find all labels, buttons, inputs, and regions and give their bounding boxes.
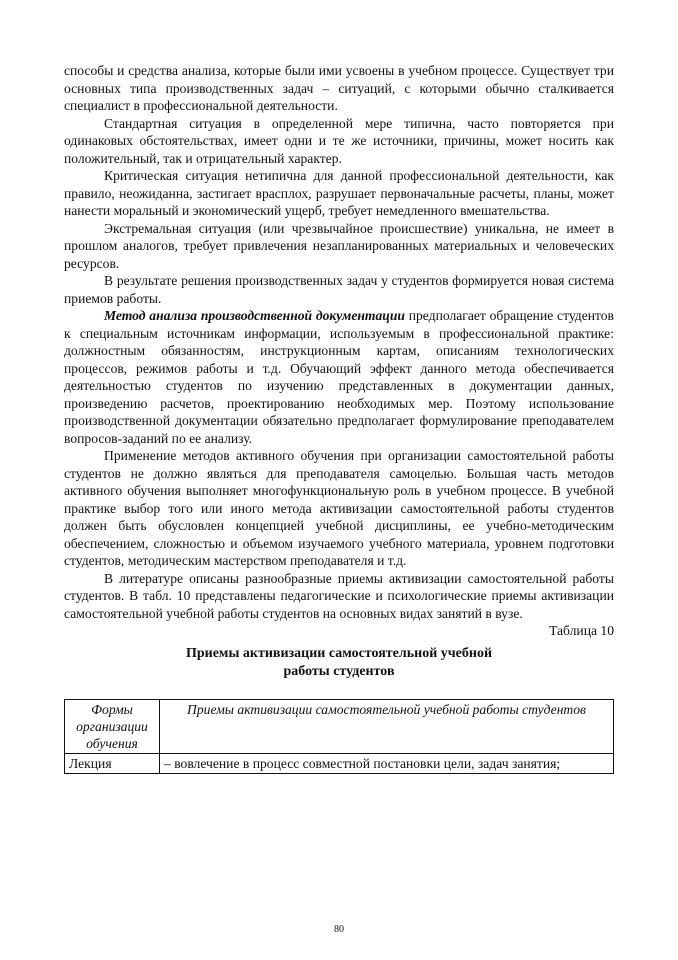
method-name-emphasis: Метод анализа производственной документации <box>104 308 405 323</box>
document-page <box>64 62 614 774</box>
page-number: 80 <box>334 924 344 935</box>
paragraph <box>64 115 614 168</box>
table-body <box>65 753 614 773</box>
paragraph-text: Экстремальная ситуация (или чрезвычайное происшествие) уникальна, не имеет в прошлом аналогов, требует привлечения незапланированных материальных и человеческих ресурсов. <box>64 220 614 271</box>
paragraph-text: Стандартная ситуация в определенной мере типична, часто повторяется при одинаковых обстоятельствах, имеет одни и те же источники, причины, может носить как положительный, так и отрицательный характер. <box>64 115 614 166</box>
paragraph <box>64 447 614 570</box>
paragraph <box>64 62 614 115</box>
paragraph-text: В результате решения производственных задач у студентов формируется новая система приемов работы. <box>64 273 614 306</box>
paragraph <box>64 167 614 220</box>
paragraph-text: Критическая ситуация нетипична для данной профессиональной деятельности, как правило, неожиданна, застигает врасплох, разрушает первоначальные расчеты, планы, может нанести моральный и экономический ущерб, требует немедленного вмешательства. <box>64 168 614 218</box>
table-title-line-1: Приемы активизации самостоятельной учебной <box>185 645 493 661</box>
table-header-row <box>65 699 614 753</box>
form-cell: Лекция <box>65 753 160 773</box>
paragraph <box>64 272 614 307</box>
paragraph-text: предполагает обращение студентов к специальным источникам информации, используемым в профессиональной практике: должностным обязанностям, инструкционным картам, описаниям технологических процессов, режимов работы и т.д. Обучающий эффект данного метода обеспечивается деятельностью студентов по изучению представленных в документации данных, произведению расчетов, проектированию необходимых мер. Поэтому использование производственной документации обязательно предполагает формулирование преподавателем вопросов-заданий по ее анализу. <box>64 308 614 446</box>
method-cell: – вовлечение в процесс совместной постановки цели, задач занятия; <box>160 753 614 773</box>
paragraph-text: способы и средства анализа, которые были ими усвоены в учебном процессе. Существует три основных типа производственных задач – ситуаций, с которыми обычно сталкивается специалист в профессиональной деятельности. <box>64 63 614 113</box>
paragraph <box>64 220 614 273</box>
paragraph <box>64 570 614 623</box>
header-forms-of-organization: Формы организации обучения <box>65 699 160 753</box>
table-title-line-2: работы студентов <box>283 663 395 679</box>
paragraph <box>64 307 614 447</box>
paragraph-text: Применение методов активного обучения при организации самостоятельной работы студентов не должно являться для преподавателя самоцелью. Большая часть методов активного обучения выполняет многофункциональную роль в учебном процессе. В учебной практике выбор того или иного метода активизации самостоятельной работы студентов должен быть обусловлен концепцией учебной дисциплины, ее учебно-методическим обеспечением, сложностью и объемом изучаемого учебного материала, уровнем подготовки студентов, методическим мастерством преподавателя и т.д. <box>64 448 614 568</box>
body-text <box>64 62 614 622</box>
paragraph-text: В литературе описаны разнообразные приемы активизации самостоятельной работы студентов. В табл. 10 представлены педагогические и психологические приемы активизации самостоятельной учебной работы студентов на основных видах занятий в вузе. <box>64 570 614 621</box>
table-label: Таблица 10 <box>549 623 614 638</box>
header-activation-methods: Приемы активизации самостоятельной учебной работы студентов <box>160 699 614 753</box>
table-title <box>64 645 614 681</box>
activation-methods-table <box>64 699 614 774</box>
table-row <box>65 753 614 773</box>
